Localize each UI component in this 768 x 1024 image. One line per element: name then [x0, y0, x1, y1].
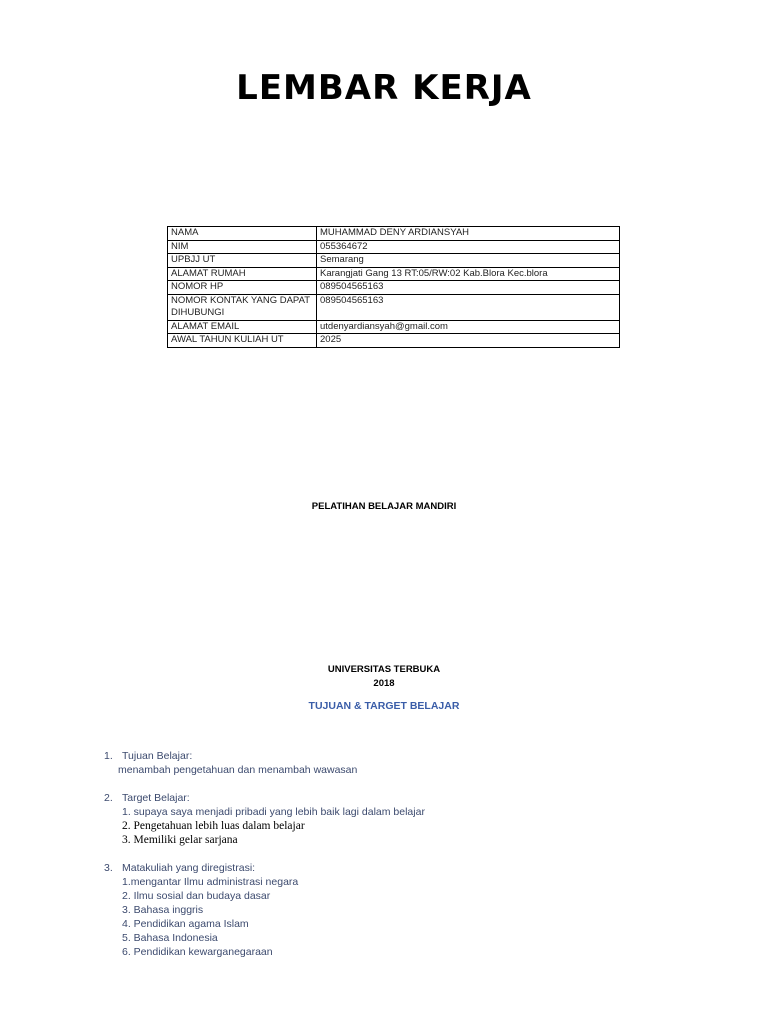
section-title: TUJUAN & TARGET BELAJAR: [308, 700, 460, 712]
item-line: 2. Pengetahuan lebih luas dalam belajar: [122, 820, 305, 832]
row-label: ALAMAT RUMAH: [168, 267, 317, 281]
item-line: 3. Bahasa inggris: [122, 904, 204, 916]
row-label: NAMA: [168, 227, 317, 241]
table-row: [168, 294, 620, 320]
row-value: Semarang: [317, 254, 620, 268]
row-value: Karangjati Gang 13 RT:05/RW:02 Kab.Blora Kec.blora: [317, 267, 620, 281]
table-row: [168, 227, 620, 241]
item-number: 1.: [104, 750, 113, 762]
row-value: 089504565163: [317, 294, 620, 320]
university-name: UNIVERSITAS TERBUKA: [327, 664, 441, 675]
item-line: 2. Ilmu sosial dan budaya dasar: [122, 890, 271, 902]
item-line: menambah pengetahuan dan menambah wawasan: [118, 764, 358, 776]
table-row: [168, 267, 620, 281]
item-heading: Tujuan Belajar:: [122, 750, 193, 762]
item-number: 2.: [104, 792, 113, 804]
item-line: 5. Bahasa Indonesia: [122, 932, 218, 944]
table-row: [168, 254, 620, 268]
table-row: [168, 281, 620, 295]
item-line: 6. Pendidikan kewarganegaraan: [122, 946, 273, 958]
item-line: 1.mengantar Ilmu administrasi negara: [122, 876, 299, 888]
item-heading: Matakuliah yang diregistrasi:: [122, 862, 256, 874]
list-item: [104, 749, 664, 777]
row-value: 2025: [317, 334, 620, 348]
item-line: 1. supaya saya menjadi pribadi yang lebih baik lagi dalam belajar: [122, 806, 425, 818]
item-heading: Target Belajar:: [122, 792, 190, 804]
student-info-table: [167, 226, 620, 348]
row-label: AWAL TAHUN KULIAH UT: [168, 334, 317, 348]
row-label: NIM: [168, 240, 317, 254]
row-value: 089504565163: [317, 281, 620, 295]
list-item: [104, 861, 664, 959]
subtitle: PELATIHAN BELAJAR MANDIRI: [311, 501, 457, 512]
item-line: 3. Memiliki gelar sarjana: [122, 834, 238, 846]
row-value: MUHAMMAD DENY ARDIANSYAH: [317, 227, 620, 241]
table-row: [168, 320, 620, 334]
item-line: 4. Pendidikan agama Islam: [122, 918, 249, 930]
row-label: ALAMAT EMAIL: [168, 320, 317, 334]
year: 2018: [373, 678, 395, 689]
goals-list: [104, 749, 664, 973]
row-label: NOMOR HP: [168, 281, 317, 295]
list-item: [104, 791, 664, 847]
table-row: [168, 334, 620, 348]
row-value: 055364672: [317, 240, 620, 254]
row-value: utdenyardiansyah@gmail.com: [317, 320, 620, 334]
row-label: UPBJJ UT: [168, 254, 317, 268]
row-label: NOMOR KONTAK YANG DAPAT DIHUBUNGI: [168, 294, 317, 320]
page-title: LEMBAR KERJA: [236, 68, 532, 108]
table-row: [168, 240, 620, 254]
item-number: 3.: [104, 862, 113, 874]
